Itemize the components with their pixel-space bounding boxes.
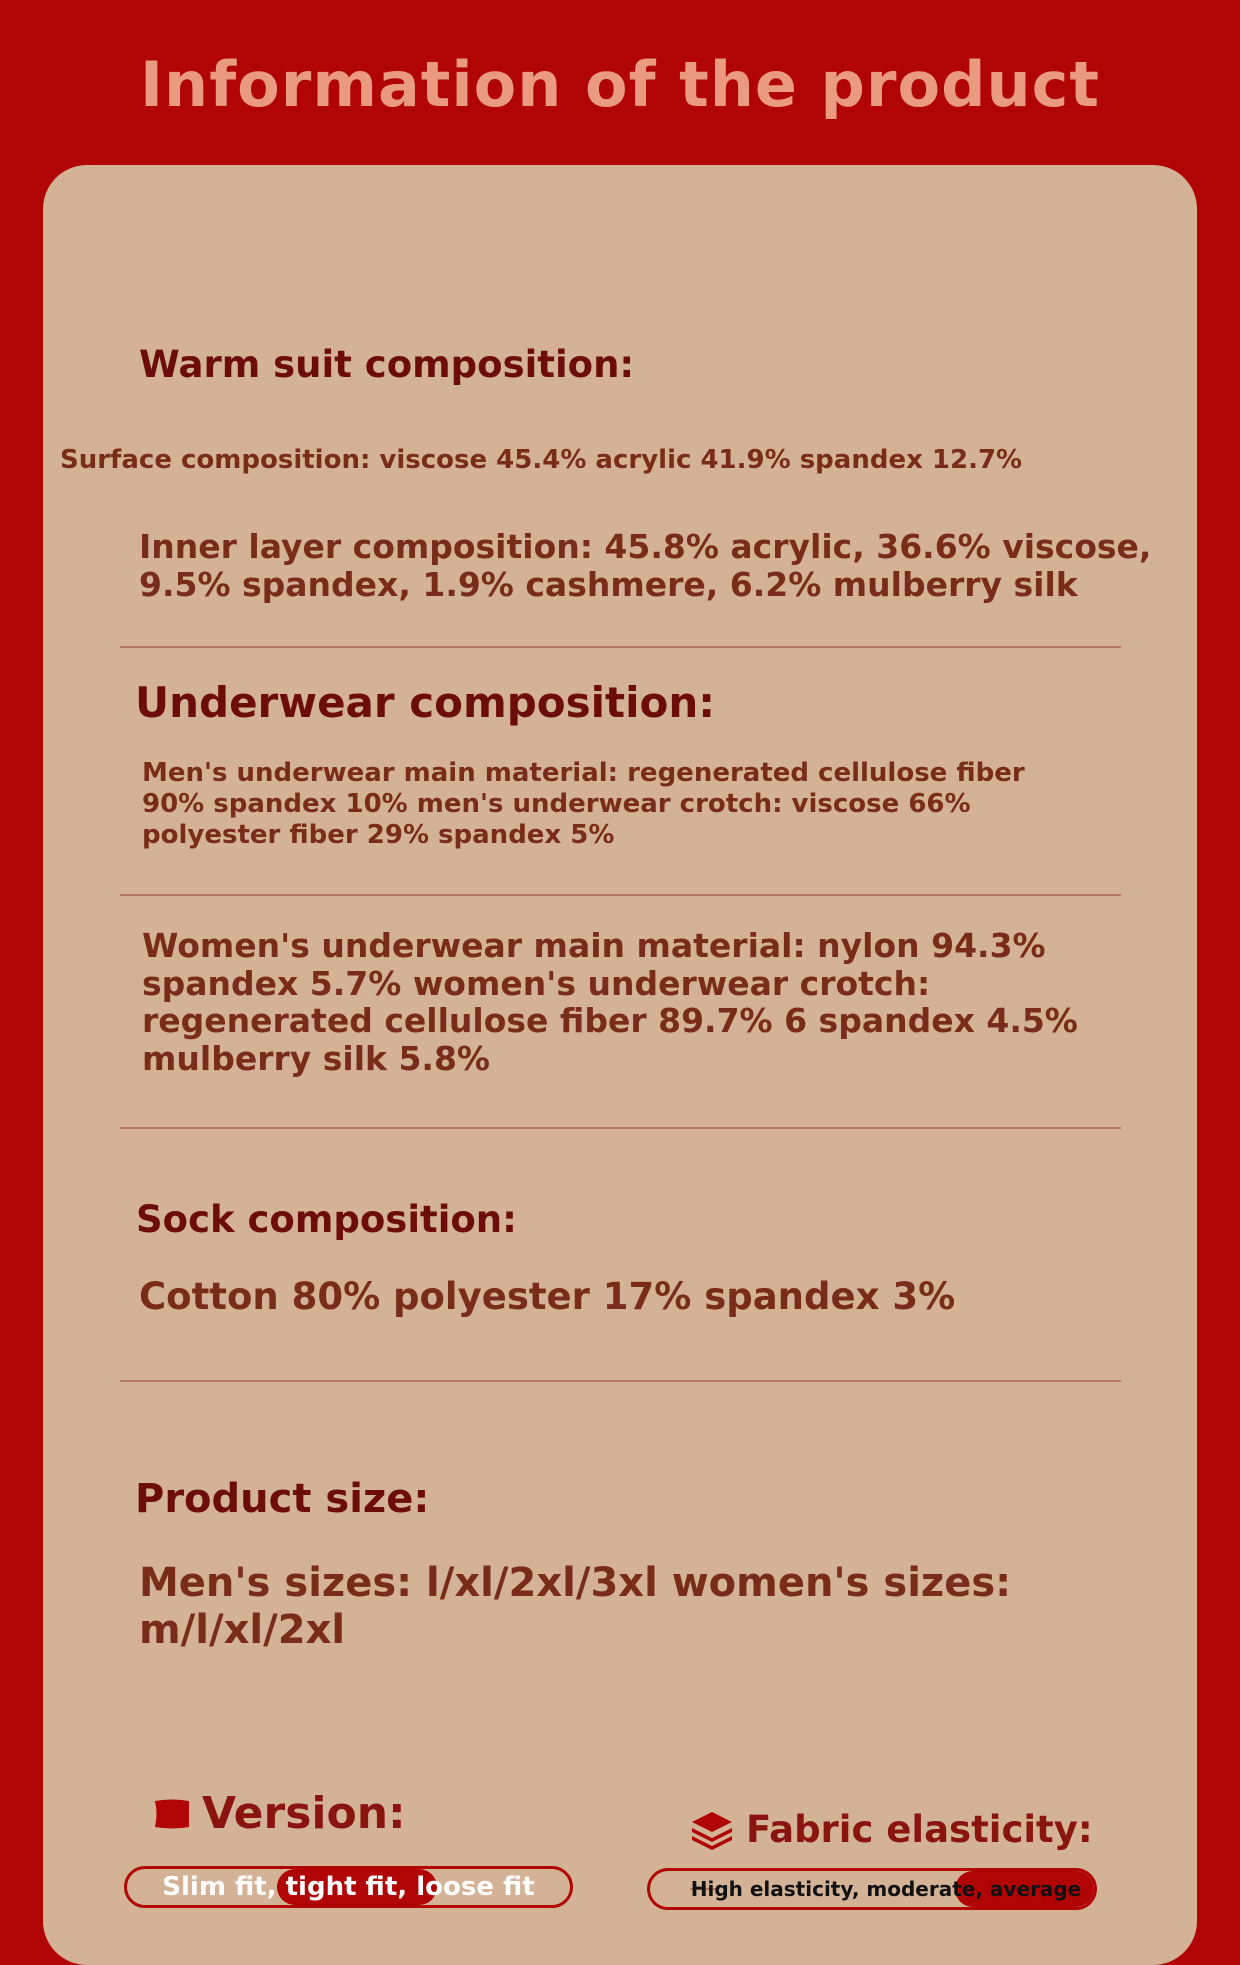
divider xyxy=(120,894,1121,896)
version-pill xyxy=(124,1866,573,1908)
inner-layer-text-line2: 9.5% spandex, 1.9% cashmere, 6.2% mulberry silk xyxy=(139,565,1078,604)
warm-suit-heading: Warm suit composition: xyxy=(139,343,635,386)
women-underwear-line2: spandex 5.7% women's underwear crotch: xyxy=(142,964,931,1003)
women-underwear-line4: mulberry silk 5.8% xyxy=(142,1039,490,1078)
fabric-layers-icon xyxy=(690,1810,734,1850)
sizes-line1: Men's sizes: l/xl/2xl/3xl women's sizes: xyxy=(139,1560,1012,1606)
divider xyxy=(120,646,1121,648)
fabric-elasticity-heading: Fabric elasticity: xyxy=(746,1808,1093,1851)
women-underwear-line3: regenerated cellulose fiber 89.7% 6 spandex 4.5% xyxy=(142,1001,1078,1040)
divider xyxy=(120,1127,1121,1129)
inner-layer-text-line1: Inner layer composition: 45.8% acrylic, 36.6% viscose, xyxy=(139,527,1152,566)
men-underwear-line2: 90% spandex 10% men's underwear crotch: viscose 66% xyxy=(142,789,971,819)
page-title: Information of the product xyxy=(139,48,1101,121)
women-underwear-line1: Women's underwear main material: nylon 94.3% xyxy=(142,926,1046,965)
sizes-line2: m/l/xl/2xl xyxy=(139,1607,346,1653)
men-underwear-line1: Men's underwear main material: regenerated cellulose fiber xyxy=(142,758,1025,788)
version-heading: Version: xyxy=(202,1788,406,1839)
elasticity-pill xyxy=(647,1868,1097,1910)
product-size-heading: Product size: xyxy=(135,1476,430,1522)
fabric-swatch-icon xyxy=(153,1798,191,1830)
divider xyxy=(120,1380,1121,1382)
men-underwear-line3: polyester fiber 29% spandex 5% xyxy=(142,820,615,850)
surface-composition-text: Surface composition: viscose 45.4% acrylic 41.9% spandex 12.7% xyxy=(60,445,1023,475)
sock-composition-text: Cotton 80% polyester 17% spandex 3% xyxy=(139,1275,956,1318)
underwear-heading: Underwear composition: xyxy=(135,678,716,727)
elasticity-value: High elasticity, moderate, average xyxy=(690,1877,1082,1901)
version-value: Slim fit, tight fit, loose fit xyxy=(162,1872,535,1902)
sock-heading: Sock composition: xyxy=(136,1198,517,1241)
